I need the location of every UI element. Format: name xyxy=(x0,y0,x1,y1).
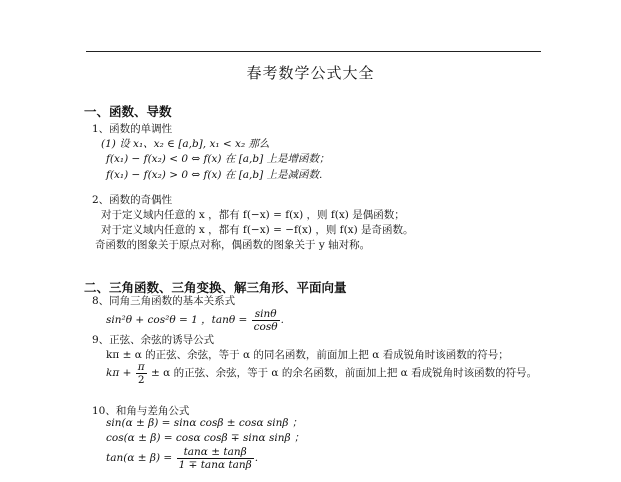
pythagorean-identity xyxy=(106,306,284,334)
pi-over-two-fraction xyxy=(136,361,147,386)
odd-function-rule: 对于定义域内任意的 x ，都有 f(−x) = −f(x) ，则 f(x) 是奇函数。 xyxy=(101,224,414,236)
document-title: 春考数学公式大全 xyxy=(246,64,375,82)
tan-sum-fraction xyxy=(177,446,254,471)
tan-numerator: sinθ xyxy=(252,308,280,321)
item-heading-parity: 2、函数的奇偶性 xyxy=(92,194,173,206)
even-function-rule: 对于定义域内任意的 x ，都有 f(−x) = f(x) ，则 f(x) 是偶函数； xyxy=(101,209,405,221)
decreasing-condition: f(x₁) − f(x₂) > 0 ⇔ f(x) 在 [a,b] 上是减函数. xyxy=(106,169,323,181)
symmetry-note: 奇函数的图象关于原点对称，偶函数的图象关于 y 轴对称。 xyxy=(95,239,371,251)
tan-sum-denominator: 1 ∓ tanα tanβ xyxy=(178,458,252,471)
pi-denominator: 2 xyxy=(137,373,145,386)
monotonic-setup-line: (1) 设 x₁、x₂ ∈ [a,b], x₁ < x₂ 那么 xyxy=(101,138,270,150)
increasing-condition: f(x₁) − f(x₂) < 0 ⇔ f(x) 在 [a,b] 上是增函数； xyxy=(106,153,330,165)
item-heading-induction: 9、正弦、余弦的诱导公式 xyxy=(92,334,215,346)
tan-denominator: cosθ xyxy=(253,320,278,333)
induction-rest: ± α 的正弦、余弦，等于 α 的余名函数，前面加上把 α 看成锐角时该函数的符号。 xyxy=(151,367,538,379)
section-heading-functions: 一、函数、导数 xyxy=(84,104,172,119)
item-heading-identities: 8、同角三角函数的基本关系式 xyxy=(92,295,236,307)
header-rule xyxy=(86,51,541,52)
section-heading-trigonometry: 二、三角函数、三角变换、解三角形、平面向量 xyxy=(84,280,347,295)
tan-sum-left: tan(α ± β) = xyxy=(106,452,173,464)
cos-sum-formula: cos(α ± β) = cosα cosβ ∓ sinα sinβ ； xyxy=(106,432,305,444)
sin-sum-formula: sin(α ± β) = sinα cosβ ± cosα sinβ ； xyxy=(106,417,303,429)
induction-rule-1: kπ ± α 的正弦、余弦，等于 α 的同名函数，前面加上把 α 看成锐角时该函数的符号； xyxy=(106,349,509,361)
induction-prefix: kπ + xyxy=(106,367,132,379)
pi-numerator: π xyxy=(137,360,145,373)
item-heading-monotonicity: 1、函数的单调性 xyxy=(92,123,173,135)
item-heading-sum-difference: 10、和角与差角公式 xyxy=(92,405,190,417)
tan-sum-formula xyxy=(106,444,258,472)
identity-left: sin²θ + cos²θ = 1 ，tanθ = xyxy=(106,314,248,326)
tan-fraction xyxy=(252,308,280,333)
identity-end: . xyxy=(280,314,284,326)
tan-sum-end: . xyxy=(254,452,259,464)
tan-sum-numerator: tanα ± tanβ xyxy=(177,446,254,459)
induction-rule-2 xyxy=(106,359,537,387)
